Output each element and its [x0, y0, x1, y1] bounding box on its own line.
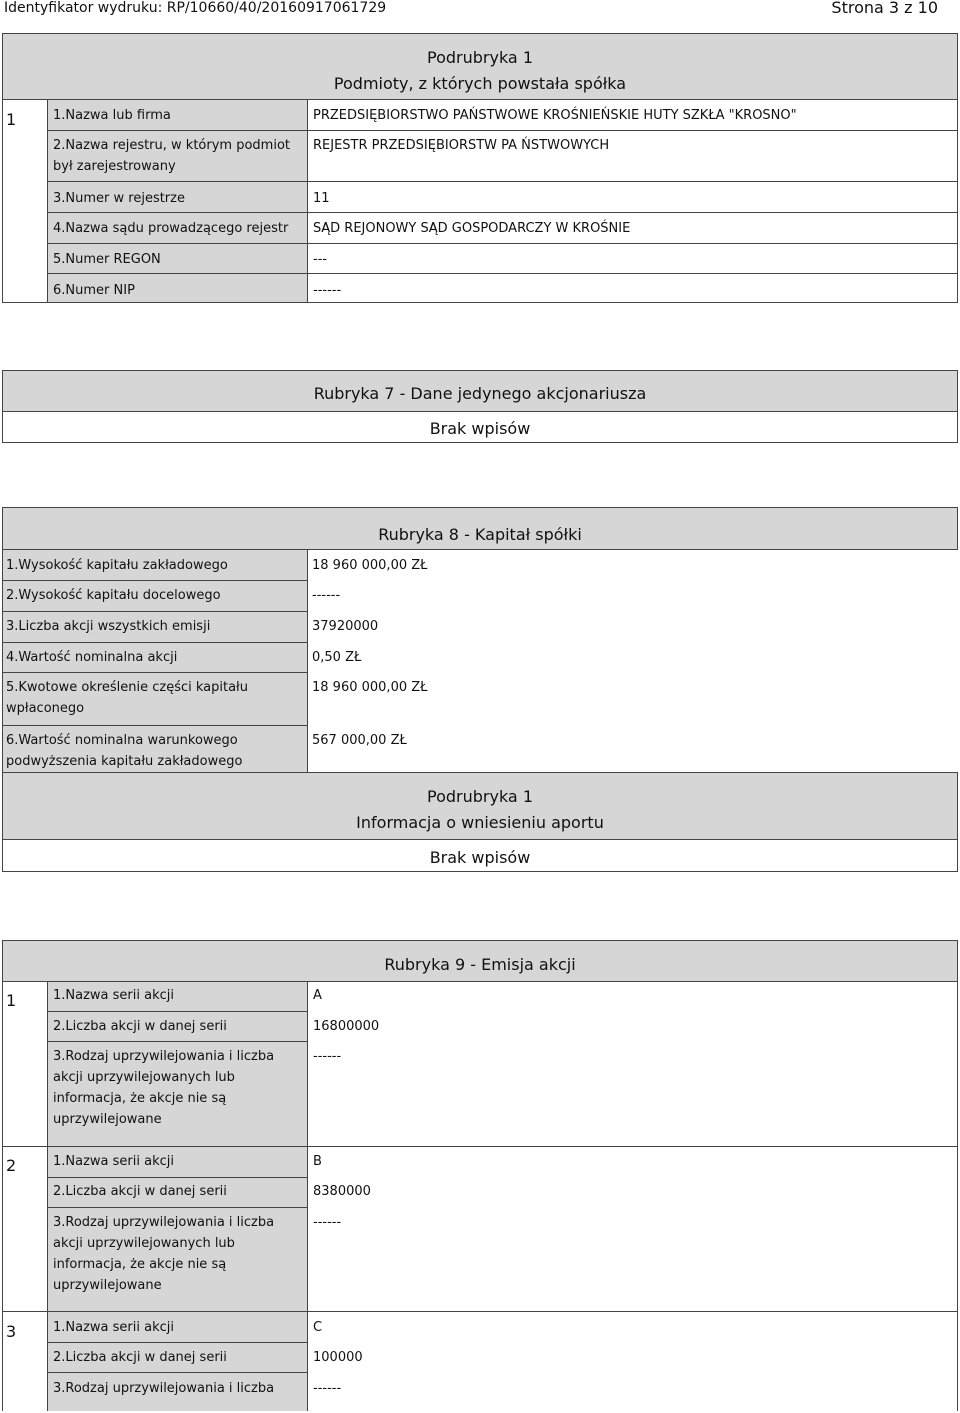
field-label: 5.Numer REGON [53, 252, 161, 267]
subsection-1-index-cell [2, 99, 48, 303]
field-value: 11 [313, 191, 330, 206]
entry-index: 1 [6, 991, 17, 1010]
row-divider [47, 1011, 308, 1012]
row-divider [47, 243, 958, 244]
field-label: 2.Wysokość kapitału docelowego [6, 588, 221, 603]
field-value: 37920000 [312, 619, 379, 634]
row-divider [47, 212, 958, 213]
subsection-aport-body [2, 839, 958, 872]
field-value: 18 960 000,00 ZŁ [312, 558, 428, 573]
field-value: ------ [312, 588, 341, 603]
no-entries-text: Brak wpisów [429, 419, 531, 438]
field-label: 1.Nazwa serii akcji [53, 1320, 174, 1335]
field-label: 3.Liczba akcji wszystkich emisji [6, 619, 211, 634]
row-divider [47, 1342, 308, 1343]
row-divider [2, 611, 308, 612]
field-label: 3.Numer w rejestrze [53, 191, 185, 206]
field-label: 1.Wysokość kapitału zakładowego [6, 558, 228, 573]
field-value: C [313, 1320, 323, 1335]
field-value: B [313, 1154, 322, 1169]
subsection-1-title: Podrubryka 1 [427, 48, 533, 67]
field-label: 6.Numer NIP [53, 283, 135, 298]
field-label: 3.Rodzaj uprzywilejowania i liczba [53, 1381, 275, 1396]
field-label: 2.Liczba akcji w danej serii [53, 1184, 227, 1199]
field-value: ------ [313, 283, 342, 298]
print-header [0, 0, 960, 17]
field-value: 18 960 000,00 ZŁ [312, 680, 428, 695]
subsection-aport-subtitle: Informacja o wniesieniu aportu [356, 813, 604, 832]
row-divider [47, 1207, 308, 1208]
row-divider [47, 181, 958, 182]
entry-index: 2 [6, 1156, 17, 1175]
section-7-header [2, 370, 958, 412]
row-divider [47, 130, 958, 131]
section-7-title: Rubryka 7 - Dane jedynego akcjonariusza [313, 384, 647, 403]
field-label: 1.Nazwa serii akcji [53, 988, 174, 1003]
series-index-cell [2, 1311, 48, 1411]
field-label: 1.Nazwa serii akcji [53, 1154, 174, 1169]
field-label: 1.Nazwa lub firma [53, 108, 171, 123]
field-value: 0,50 ZŁ [312, 650, 362, 665]
row-divider [47, 273, 958, 274]
print-identifier: Identyfikator wydruku: RP/10660/40/20160917061729 [4, 0, 387, 16]
entry-index: 3 [6, 1322, 17, 1341]
section-9-header [2, 940, 958, 982]
series-index-cell [2, 981, 48, 1147]
field-label: 2.Liczba akcji w danej serii [53, 1019, 227, 1034]
field-label: 5.Kwotowe określenie części kapitału wpłaconego [6, 680, 248, 716]
row-divider [2, 725, 308, 726]
subsection-1-subtitle: Podmioty, z których powstała spółka [333, 74, 627, 93]
field-value: ------ [313, 1381, 342, 1396]
section-9-title: Rubryka 9 - Emisja akcji [384, 955, 576, 974]
field-value: 100000 [313, 1350, 363, 1365]
entry-index: 1 [6, 110, 17, 129]
field-value: A [313, 988, 322, 1003]
field-label: 2.Liczba akcji w danej serii [53, 1350, 227, 1365]
field-label: 4.Nazwa sądu prowadzącego rejestr [53, 221, 289, 236]
field-label: 3.Rodzaj uprzywilejowania i liczba akcji uprzywilejowanych lub informacja, że akcje nie są uprzywilejowane [53, 1215, 275, 1293]
field-value: SĄD REJONOWY SĄD GOSPODARCZY W KROŚNIE [313, 221, 631, 236]
field-value: --- [313, 252, 328, 267]
field-value: 567 000,00 ZŁ [312, 733, 407, 748]
field-value: PRZEDSIĘBIORSTWO PAŃSTWOWE KROŚNIEŃSKIE HUTY SZKŁA "KROSNO" [313, 108, 797, 123]
field-value: 16800000 [313, 1019, 380, 1034]
row-divider [2, 642, 308, 643]
subsection-aport-header [2, 772, 958, 840]
field-value: 8380000 [313, 1184, 371, 1199]
series-index-cell [2, 1146, 48, 1312]
section-7-body [2, 411, 958, 443]
section-8-title: Rubryka 8 - Kapitał spółki [378, 525, 582, 544]
no-entries-text: Brak wpisów [429, 848, 531, 867]
field-value: ------ [313, 1215, 342, 1230]
row-divider [47, 1177, 308, 1178]
section-8-header [2, 507, 958, 550]
row-divider [47, 1041, 308, 1042]
subsection-1-header [2, 33, 958, 100]
subsection-aport-title: Podrubryka 1 [427, 787, 533, 806]
row-divider [2, 672, 308, 673]
field-value: ------ [313, 1049, 342, 1064]
page-number: Strona 3 z 10 [831, 0, 938, 17]
field-label: 3.Rodzaj uprzywilejowania i liczba akcji uprzywilejowanych lub informacja, że akcje nie są uprzywilejowane [53, 1049, 275, 1127]
row-divider [47, 1372, 308, 1373]
field-value: REJESTR PRZEDSIĘBIORSTW PA ŃSTWOWYCH [313, 138, 610, 153]
field-label: 6.Wartość nominalna warunkowego podwyższenia kapitału zakładowego [6, 733, 243, 769]
field-label: 4.Wartość nominalna akcji [6, 650, 178, 665]
field-label: 2.Nazwa rejestru, w którym podmiot był zarejestrowany [53, 138, 290, 174]
row-divider [2, 580, 308, 581]
